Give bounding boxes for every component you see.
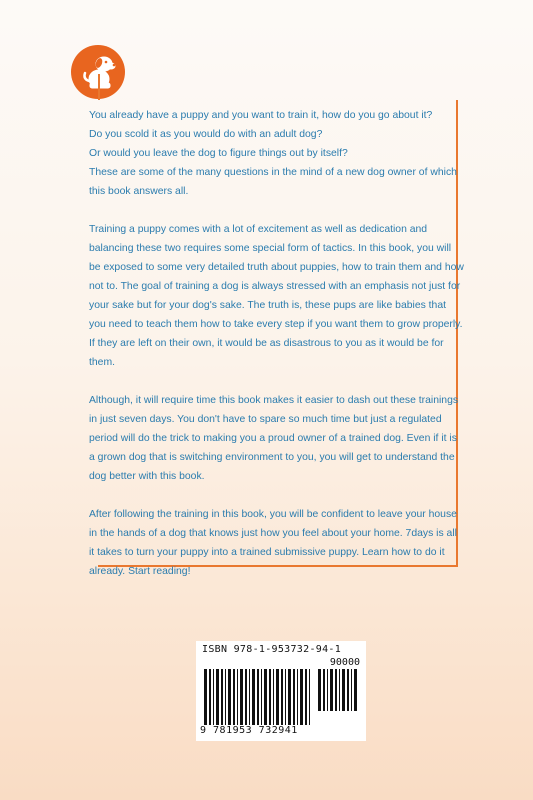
isbn-barcode (196, 641, 366, 741)
paragraph: After following the training in this book, you will be confident to leave your house in the hands of a dog that knows just how you feel about your home. 7days is all it takes to turn your puppy into a trained submissive puppy. Learn how to do it already. Start reading! (89, 509, 457, 577)
isbn-number: ISBN 978-1-953732-94-1 (202, 644, 342, 655)
intro-line: Do you scold it as you would do with an adult dog? (89, 129, 323, 140)
paragraph: Although, it will require time this book makes it easier to dash out these trainings in just seven days. You don't have to spare so much time but just a regulated period will do the trick to making you a proud owner of a trained dog. Even if it is a grown dog that is switching environment to you, you will get to understand the dog better with this book. (89, 395, 459, 482)
frame-accent-left (98, 74, 100, 100)
intro-line: Or would you leave the dog to figure things out by itself? (89, 148, 348, 159)
price-code: 90000 (329, 657, 360, 668)
addon-bars (318, 669, 358, 711)
ean-number: 9 781953 732941 (200, 725, 298, 736)
ean-bars (204, 669, 314, 725)
intro-line: You already have a puppy and you want to train it, how do you go about it? (89, 110, 433, 121)
intro-line: These are some of the many questions in the mind of a new dog owner of which this book answers all. (89, 167, 457, 197)
paragraph: Training a puppy comes with a lot of excitement as well as dedication and balancing these two requires some special form of tactics. In this book, you will be exposed to some very detailed truth about puppies, how to train them and how not to. The goal of training a dog is always stressed with an emphasis not just for your sake but for your dog's sake. The truth is, these pups are like babies that you need to teach them how to take every step if you want them to grow properly. If they are left on their own, it would be as disastrous to you as it would be for them. (89, 224, 464, 368)
back-cover-text (89, 106, 465, 581)
